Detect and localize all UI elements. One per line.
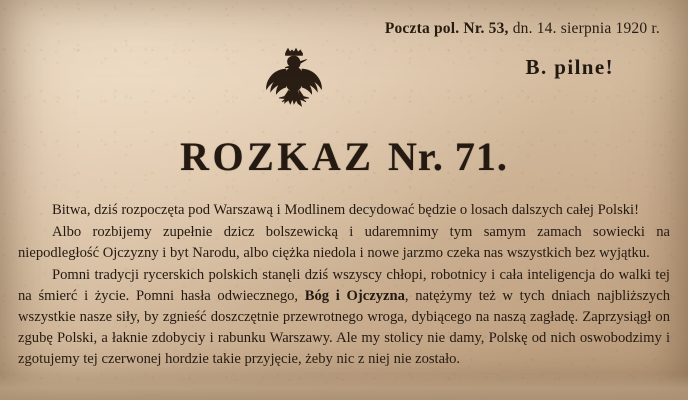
emphasis-phrase: Bóg i Ojczyzna: [304, 288, 405, 304]
page-title: [0, 133, 688, 180]
page-cutoff-fade: [0, 374, 688, 400]
urgency-stamp: B. pilne!: [525, 55, 614, 79]
paragraph-1: Bitwa, dziś rozpoczęta pod Warszawą i Modlinem decydować będzie o losach dalszych całej Polski!: [52, 202, 639, 218]
header-number: Nr. 53,: [463, 20, 509, 37]
paragraph-3: [18, 265, 670, 370]
title-word: ROZKAZ: [180, 134, 375, 179]
title-number: Nr. 71.: [387, 134, 508, 179]
paragraph-3-lead: Pomni tradycji rycerskich polskich stanęli dziś wszyscy chłopi, robotnicy i cała inteligencja do walki tej na śmierć i życie. Pomni hasła odwiecznego,: [18, 267, 670, 304]
header-source: Poczta pol.: [384, 20, 460, 37]
paragraph-3-tail: , natężymy też w tych dniach najbliższych wszystkie nasze siły, by zgnieść doszczętnie przewrotnego wroga, dybiącego na naszą zagładę. Zaprzysiągł on zgubę Polski, a łaknie zdobyciy i rabunku Warszawy. Ale my stolicy nie damy, Polskę od nich oswobodzimy i zgotujemy tej czerwonej hordzie takie przyjęcie, żeby nic z niej nie zostało.: [18, 288, 670, 367]
polish-eagle-emblem-icon: [258, 42, 330, 116]
paragraph-2: Albo rozbijemy zupełnie dzicz bolszewicką i udaremnimy tym samym zamach sowiecki na niepodległość Ojczyzny i byt Narodu, albo ciężka niedola i nowe jarzmo czeka nas wszystkich bez wyjątku.: [18, 224, 670, 261]
header-date: dn. 14. sierpnia 1920 r.: [512, 20, 660, 37]
document-header: [385, 20, 660, 38]
document-body: [18, 200, 670, 371]
